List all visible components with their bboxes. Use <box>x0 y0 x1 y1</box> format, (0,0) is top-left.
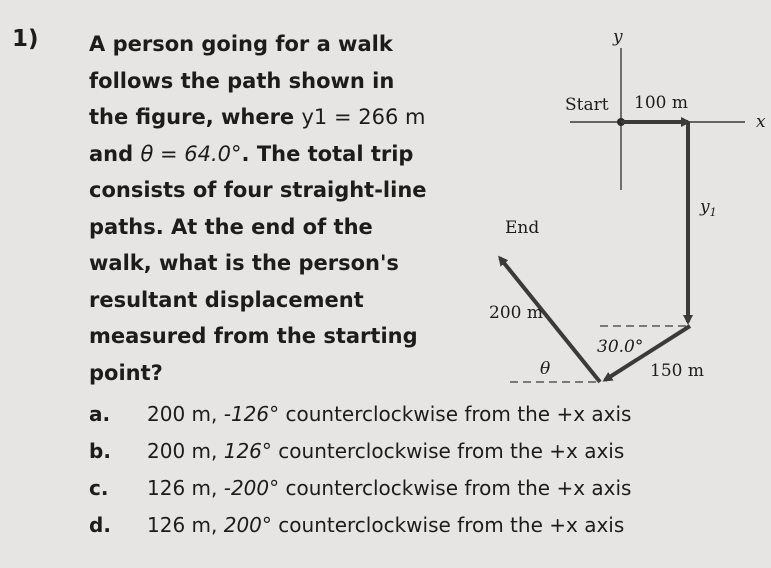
choice-c[interactable]: c. 126 m, -200° counterclockwise from the +x axis <box>89 476 632 500</box>
question-number: 1) <box>12 26 39 52</box>
stem-line-2: follows the path shown in <box>89 68 395 93</box>
end-label: End <box>505 218 540 238</box>
stem-line-3: the figure, where y1 = 266 m <box>89 105 426 129</box>
y-axis-label: y <box>613 27 623 47</box>
choice-b[interactable]: b. 200 m, 126° counterclockwise from the +x axis <box>89 439 625 463</box>
stem-line-7: walk, what is the person's <box>89 251 399 275</box>
choice-d[interactable]: d. 126 m, 200° counterclockwise from the +x axis <box>89 513 625 537</box>
stem-line-10: point? <box>89 360 163 385</box>
stem-line-9: measured from the starting <box>89 324 418 348</box>
stem-line-6: paths. At the end of the <box>89 214 373 239</box>
y1-value: y1 = 266 m <box>301 105 426 129</box>
theta-label: θ <box>540 359 551 379</box>
stem-line-4: and θ = 64.0°. The total trip <box>89 141 414 166</box>
stem-line-8: resultant displacement <box>89 287 364 312</box>
choice-a[interactable]: a. 200 m, -126° counterclockwise from the +x axis <box>89 402 632 426</box>
seg1-label: 100 m <box>634 93 688 113</box>
theta-value: θ = 64.0° <box>140 141 242 166</box>
angle30-label: 30.0° <box>597 337 644 357</box>
stem-line-5: consists of four straight-line <box>89 178 427 202</box>
y1-label: $y_1$ <box>700 197 717 219</box>
x-axis-label: x <box>756 112 766 132</box>
answer-choices <box>89 396 631 544</box>
start-label: Start <box>565 95 609 115</box>
seg4-label: 200 m <box>489 303 543 323</box>
stem-line-1: A person going for a walk <box>89 32 393 56</box>
seg3-label: 150 m <box>650 361 704 381</box>
